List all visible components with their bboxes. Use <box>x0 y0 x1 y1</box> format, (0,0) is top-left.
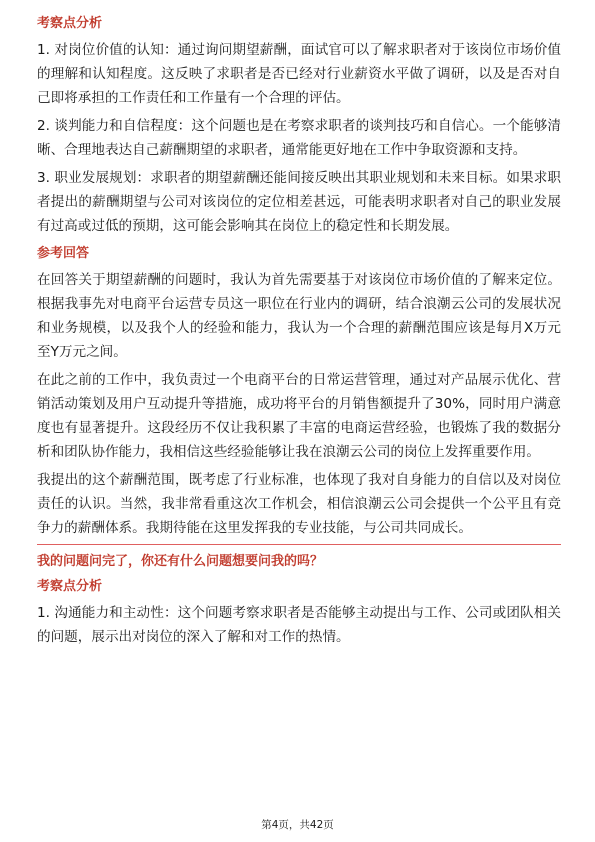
analysis-point-2: 2. 谈判能力和自信程度：这个问题也是在考察求职者的谈判技巧和自信心。一个能够清晰、合理地表达自己薪酬期望的求职者，通常能更好地在工作中争取资源和支持。 <box>37 118 561 158</box>
page-content <box>37 14 561 653</box>
section-heading-analysis: 考察点分析 <box>37 16 103 31</box>
analysis-2-point-1: 1. 沟通能力和主动性：这个问题考察求职者是否能够主动提出与工作、公司或团队相关的问题，展示出对岗位的深入了解和对工作的热情。 <box>37 605 561 645</box>
question-title: 我的问题问完了，你还有什么问题想要问我的吗？ <box>37 554 324 569</box>
analysis-point-3: 3. 职业发展规划：求职者的期望薪酬还能间接反映出其职业规划和未来目标。如果求职者提出的薪酬期望与公司对该岗位的定位相差甚远，可能表明求职者对自己的职业发展有过高或过低的预期，这可能会影响其在岗位上的稳定性和长期发展。 <box>37 170 561 234</box>
answer-paragraph-3: 我提出的这个薪酬范围，既考虑了行业标准，也体现了我对自身能力的自信以及对岗位责任的认识。当然，我非常看重这次工作机会，相信浪潮云公司会提供一个公平且有竞争力的薪酬体系。我期待能在这里发挥我的专业技能，与公司共同成长。 <box>37 472 561 536</box>
answer-paragraph-1: 在回答关于期望薪酬的问题时，我认为首先需要基于对该岗位市场价值的了解来定位。根据我事先对电商平台运营专员这一职位在行业内的调研，结合浪潮云公司的发展状况和业务规模，以及我个人的经验和能力，我认为一个合理的薪酬范围应该是每月X万元至Y万元之间。 <box>37 272 561 360</box>
section-heading-reference-answer: 参考回答 <box>37 246 90 261</box>
analysis-point-1: 1. 对岗位价值的认知：通过询问期望薪酬，面试官可以了解求职者对于该岗位市场价值的理解和认知程度。这反映了求职者是否已经对行业薪资水平做了调研，以及是否对自己即将承担的工作责任和工作量有一个合理的评估。 <box>37 42 561 106</box>
page-number: 第4页，共42页 <box>261 819 334 831</box>
section-heading-analysis-2: 考察点分析 <box>37 579 103 594</box>
section-divider <box>37 544 561 545</box>
answer-paragraph-2: 在此之前的工作中，我负责过一个电商平台的日常运营管理，通过对产品展示优化、营销活动策划及用户互动提升等措施，成功将平台的月销售额提升了30%，同时用户满意度也有显著提升。这段经历不仅让我积累了丰富的电商运营经验，也锻炼了我的数据分析和团队协作能力，我相信这些经验能够让我在浪潮云公司的岗位上发挥重要作用。 <box>37 372 561 460</box>
